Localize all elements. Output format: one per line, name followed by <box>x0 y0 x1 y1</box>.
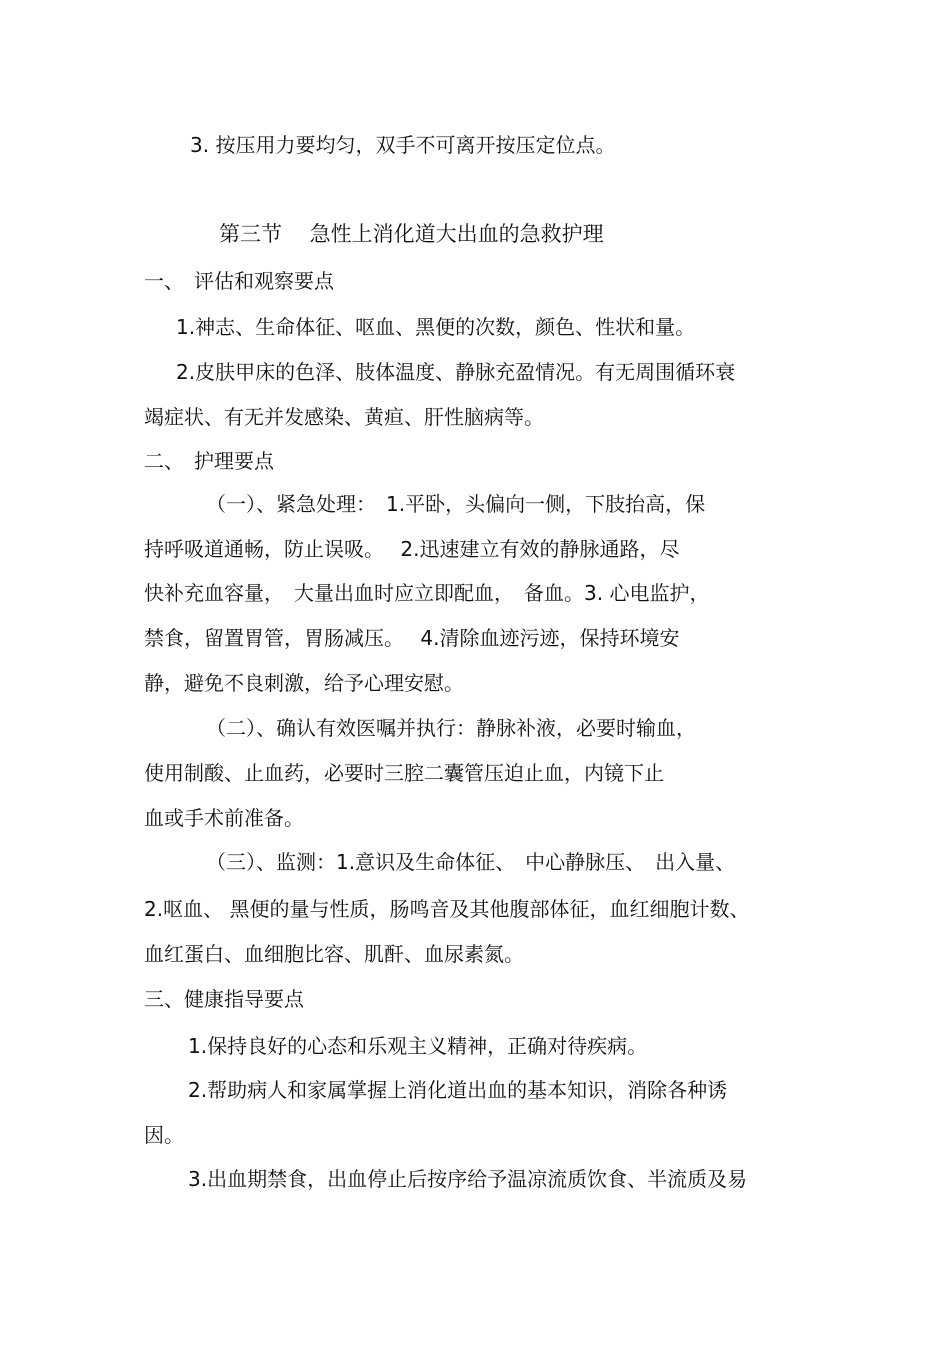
paragraph-line: 使用制酸、止血药，必要时三腔二囊管压迫止血，内镜下止 <box>144 761 664 785</box>
paragraph-line: 1.神志、生命体征、呕血、黑便的次数，颜色、性状和量。 <box>176 315 696 339</box>
paragraph-line: 竭症状、有无并发感染、黄疸、肝性脑病等。 <box>144 405 544 429</box>
paragraph-line: 血红蛋白、血细胞比容、肌酐、血尿素氮。 <box>144 942 524 966</box>
paragraph-line: （二）、确认有效医嘱并执行：静脉补液，必要时输血， <box>206 716 696 740</box>
list-item: 3. 按压用力要均匀，双手不可离开按压定位点。 <box>190 133 616 157</box>
paragraph-line: 2.呕血、 黑便的量与性质，肠鸣音及其他腹部体征，血红细胞计数、 <box>144 897 750 921</box>
paragraph-line: 快补充血容量， 大量出血时应立即配血， 备血。3. 心电监护， <box>144 581 710 605</box>
paragraph-line: 持呼吸道通畅，防止误吸。 2.迅速建立有效的静脉通路，尽 <box>144 537 680 561</box>
section-heading: 一、 评估和观察要点 <box>144 269 334 293</box>
paragraph-line: 3.出血期禁食，出血停止后按序给予温凉流质饮食、半流质及易 <box>188 1167 748 1191</box>
paragraph-line: 静，避免不良刺激，给予心理安慰。 <box>144 671 464 695</box>
paragraph-line: 1.保持良好的心态和乐观主义精神，正确对待疾病。 <box>188 1034 648 1058</box>
paragraph-line: 血或手术前准备。 <box>144 806 304 830</box>
section-heading: 三、健康指导要点 <box>144 987 304 1011</box>
paragraph-line: 因。 <box>144 1123 184 1147</box>
paragraph-line: 禁食，留置胃管，胃肠减压。 4.清除血迹污迹，保持环境安 <box>144 626 680 650</box>
paragraph-line: （三）、监测：1.意识及生命体征、 中心静脉压、 出入量、 <box>206 850 736 874</box>
paragraph-line: 2.帮助病人和家属掌握上消化道出血的基本知识，消除各种诱 <box>188 1078 728 1102</box>
section-title: 第三节 急性上消化道大出血的急救护理 <box>219 222 604 246</box>
paragraph-line: 2.皮肤甲床的色泽、肢体温度、静脉充盈情况。有无周围循环衰 <box>176 360 736 384</box>
section-heading: 二、 护理要点 <box>144 449 274 473</box>
paragraph-line: （一）、紧急处理： 1.平卧，头偏向一侧，下肢抬高，保 <box>206 492 706 516</box>
